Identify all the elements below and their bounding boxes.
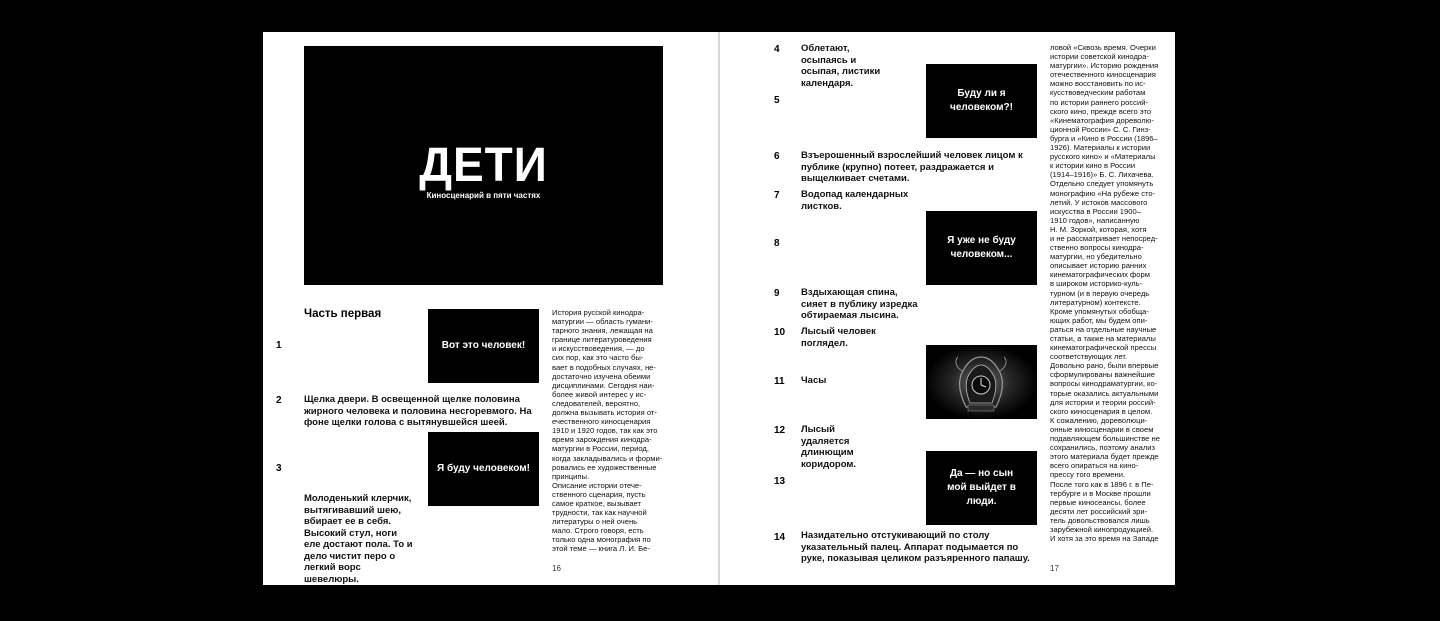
clock-photo <box>926 345 1037 419</box>
page-number: 16 <box>552 564 561 573</box>
part-heading: Часть первая <box>304 308 382 320</box>
scene-text: Щелка двери. В освещенной щелке половина жирного человека и половина несгоревмого. На фоне щелки голова с вытянувшейся шеей. <box>304 394 532 428</box>
intertitle-text: Я уже не буду человеком... <box>947 235 1016 260</box>
scene-text: Лысый удаляется длинющим коридором. <box>801 424 857 470</box>
intertitle-card <box>926 451 1037 525</box>
page-number: 17 <box>1050 564 1059 573</box>
intertitle-text: Буду ли я человеком?! <box>950 88 1013 113</box>
scene-text: Водопад календарных листков. <box>801 189 909 212</box>
clock-icon <box>926 345 1037 419</box>
film-subtitle: Киносценарий в пяти частях <box>426 191 541 200</box>
scene-number: 3 <box>276 463 282 474</box>
scene-number: 8 <box>774 238 780 249</box>
intertitle-text: Я буду человеком! <box>437 463 530 474</box>
intertitle-text: Вот это человек! <box>441 340 526 351</box>
intertitle-card <box>926 211 1037 285</box>
intertitle-card <box>926 64 1037 138</box>
scene-number: 7 <box>774 190 780 201</box>
scene-number: 13 <box>774 476 786 487</box>
spine-gutter <box>718 32 720 585</box>
scene-number: 14 <box>774 532 786 543</box>
scene-text: Вздыхающая спина, сияет в публику изредка обтираемая лысина. <box>801 287 918 321</box>
scene-number: 4 <box>774 44 780 55</box>
intertitle-text: Да — но сын мой выйдет в люди. <box>947 468 1016 507</box>
scene-number: 10 <box>774 327 786 338</box>
scene-text: Назидательно отстукивающий по столу указательный палец. Аппарат подымается по руке, показывая целиком разъяренного папашу. <box>801 530 1030 564</box>
scene-text: Часы <box>801 375 827 386</box>
essay-column: История русской кинодра- матургии — область гумани- тарного знания, лежащая на границе литературоведения и искусствоведения, — до сих пор, как это часто бы- вает в подобных случаях, не- достаточно изучена обеими дисциплинами. Сегодня наи- более живой интерес у ис- следователей, вероятно, должна вызывать история от- ечественного киносценария 1910 и 1920 годов, так как это время зарождения кинодра- матургии в России, период, когда закладывались и форми- ровались ее художественные принципы. Описание истории отече- ственного сценария, пусть самое краткое, вызывает трудности, так как научной литературы о ней очень мало. Строго говоря, есть только одна монография по этой теме — книга Л. И. Бе- <box>552 308 663 554</box>
scene-number: 2 <box>276 395 282 406</box>
title-banner <box>304 46 663 285</box>
film-title: ДЕТИ <box>419 136 548 192</box>
scene-number: 1 <box>276 340 282 351</box>
scene-text: Облетают, осыпаясь и осыпая, листики календаря. <box>801 43 881 89</box>
essay-column: ловой «Сквозь время. Очерки истории советской кинодра- матургии». Историю рождения отечественного киносценария можно восстановить по ис- кусствоведческим работам по истории раннего россий- ского кино, прежде всего это «Кинематография дореволю- ционной России» С. С. Гинз- бурга и «Кино в России (1896– 1926). Материалы к истории русского кино» и «Материалы к истории кино в России (1914–1916)» Б. С. Лихачева. Отдельно следует упомянуть монографию «На рубеже сто- летий. У истоков массового искусства в России 1900– 1910 годов», написанную Н. М. Зоркой, которая, хотя и не рассматривает непосред- ственно вопросы кинодра- матургии, но убедительно описывает историю ранних кинематографических форм в широком историко-куль- турном (и в первую очередь литературном) контексте. Кроме упомянутых обобща- ющих работ, мы будем опи- раться на отдельные научные статьи, а также на материалы кинематографической прессы соответствующих лет. Довольно рано, были впервые сформулированы важнейшие вопросы кинодраматургии, ко- торые оказались актуальными для истории и теории россий- ского киносценария в целом. К сожалению, дореволюци- онные киносценарии в своем подавляющем большинстве не сохранились, поэтому анализ этого материала будет прежде всего опираться на кино- прессу того времени. После того как в 1896 г. в Пе- тербурге и в Москве прошли первые киносеансы, более десяти лет российский зри- тель довольствовался лишь зарубежной кинопродукцией. И хотя за это время на Западе <box>1050 43 1160 544</box>
scene-text: Взъерошенный взрослейший человек лицом к публике (крупно) потеет, раздражается и выщелкивает счетами. <box>801 150 1023 184</box>
scene-number: 5 <box>774 95 780 106</box>
intertitle-card <box>428 309 539 383</box>
intertitle-card <box>428 432 539 506</box>
scene-text: Молоденький клерчик, вытягивавший шею, вбирает ее в себя. Высокий стул, ноги еле достают пола. То и дело чистит перо о легкий ворс шевелюры. <box>304 493 413 585</box>
scene-number: 12 <box>774 425 786 436</box>
scene-number: 11 <box>774 376 785 387</box>
scene-number: 6 <box>774 151 780 162</box>
scene-text: Лысый человек поглядел. <box>801 326 876 349</box>
scene-number: 9 <box>774 288 780 299</box>
